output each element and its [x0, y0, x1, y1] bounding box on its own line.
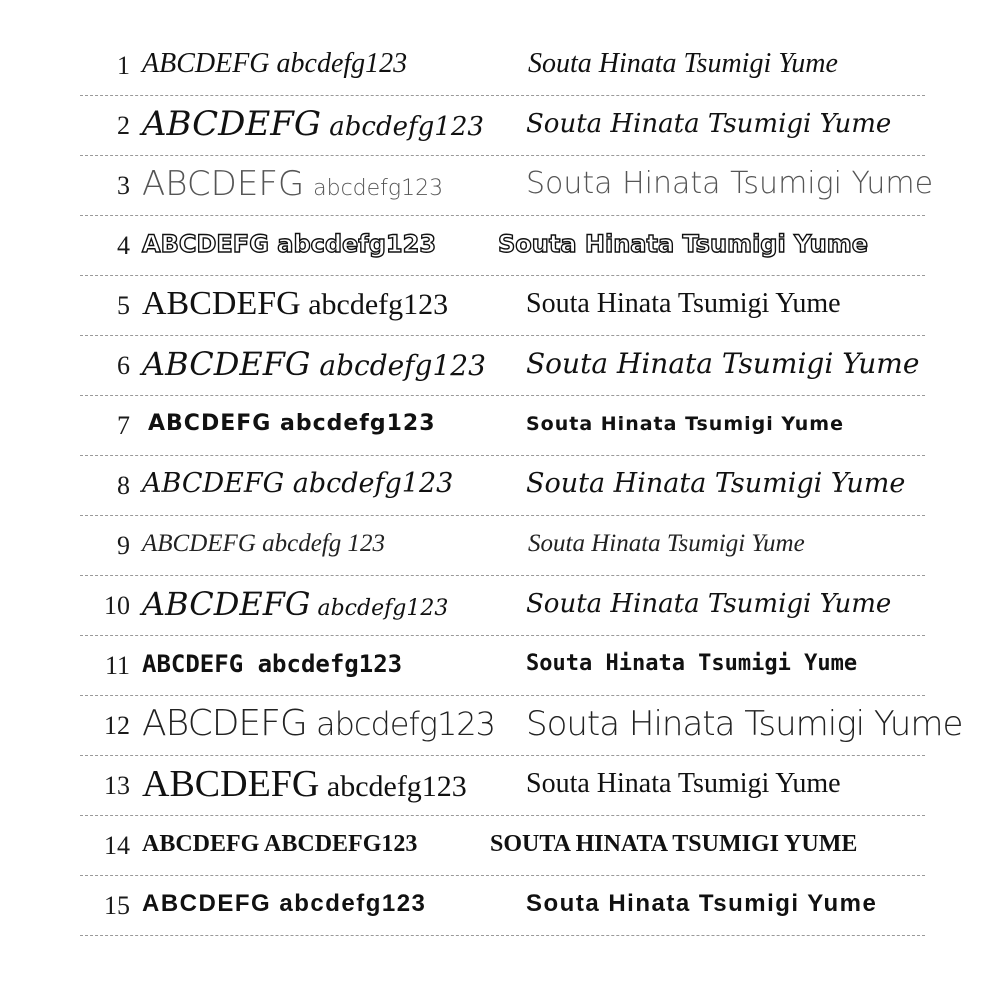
- row-number: 3: [117, 171, 130, 200]
- font-row: [80, 216, 925, 276]
- font-row: [80, 576, 925, 636]
- alphabet-sample: [142, 44, 407, 84]
- lowercase-digits-sample: abcdefg123: [315, 705, 496, 743]
- lowercase-digits-sample: abcdefg123: [292, 468, 454, 499]
- lowercase-digits-sample: abcdefg123: [326, 770, 467, 803]
- uppercase-sample: ABCDEFG: [142, 230, 269, 258]
- lowercase-digits-sample: abcdefg 123: [262, 530, 386, 557]
- font-row: [80, 876, 925, 936]
- names-sample: Souta Hinata Tsumigi Yume: [526, 109, 892, 139]
- row-number: 5: [117, 291, 130, 320]
- lowercase-digits-sample: abcdefg123: [329, 112, 484, 142]
- alphabet-sample: [148, 404, 436, 444]
- names-sample: Souta Hinata Tsumigi Yume: [498, 230, 869, 258]
- names-sample: SOUTA HINATA TSUMIGI YUME: [490, 831, 858, 857]
- lowercase-digits-sample: abcdefg123: [313, 176, 444, 201]
- lowercase-digits-sample: abcdefg123: [308, 288, 449, 321]
- row-number: 10: [104, 591, 130, 620]
- row-number: 11: [104, 651, 130, 680]
- lowercase-digits-sample: abcdefg123: [276, 48, 408, 79]
- row-number: 4: [117, 231, 130, 260]
- uppercase-sample: ABCDEFG: [142, 890, 272, 917]
- names-sample: Souta Hinata Tsumigi Yume: [526, 704, 963, 744]
- row-number: 6: [117, 351, 130, 380]
- row-number: 9: [117, 531, 130, 560]
- font-row: [80, 816, 925, 876]
- alphabet-sample: [142, 644, 402, 684]
- names-sample: Souta Hinata Tsumigi Yume: [526, 468, 906, 499]
- alphabet-sample: [142, 164, 443, 209]
- uppercase-sample: ABCDEFG: [142, 164, 305, 204]
- names-sample: Souta Hinata Tsumigi Yume: [528, 530, 805, 557]
- font-row: [80, 696, 963, 756]
- lowercase-digits-sample: abcdefg123: [277, 230, 437, 258]
- font-row: [80, 96, 925, 156]
- font-row: [80, 396, 925, 456]
- lowercase-digits-sample: abcdefg123: [317, 596, 449, 621]
- alphabet-sample: [142, 284, 448, 325]
- uppercase-sample: ABCDEFG: [142, 345, 311, 383]
- alphabet-sample: [142, 224, 436, 264]
- font-sample-list: [80, 36, 963, 936]
- names-sample: Souta Hinata Tsumigi Yume: [526, 768, 841, 799]
- lowercase-digits-sample: ABCDEFG123: [264, 831, 418, 857]
- uppercase-sample: ABCDEFG: [142, 530, 256, 557]
- font-row: [80, 156, 934, 216]
- uppercase-sample: ABCDEFG: [142, 831, 260, 857]
- uppercase-sample: ABCDEFG: [142, 285, 301, 322]
- lowercase-digits-sample: abcdefg123: [279, 890, 427, 917]
- lowercase-digits-sample: abcdefg123: [257, 650, 403, 678]
- row-number: 1: [117, 51, 130, 80]
- uppercase-sample: ABCDEFG: [142, 104, 322, 144]
- names-sample: Souta Hinata Tsumigi Yume: [526, 651, 858, 676]
- alphabet-sample: [142, 524, 385, 564]
- alphabet-sample: [142, 764, 467, 807]
- names-sample: Souta Hinata Tsumigi Yume: [528, 48, 838, 79]
- uppercase-sample: ABCDEFG: [142, 48, 270, 79]
- uppercase-sample: ABCDEFG: [142, 703, 307, 744]
- alphabet-sample: [142, 104, 484, 147]
- row-number: 8: [117, 471, 130, 500]
- alphabet-sample: [142, 884, 426, 924]
- row-number: 2: [117, 111, 130, 140]
- alphabet-sample: [142, 704, 495, 744]
- font-row: [80, 456, 925, 516]
- font-row: [80, 756, 925, 816]
- font-row: [80, 636, 925, 696]
- names-sample: Souta Hinata Tsumigi Yume: [526, 347, 920, 380]
- row-number: 14: [104, 831, 130, 860]
- names-sample: Souta Hinata Tsumigi Yume: [526, 890, 878, 917]
- row-number: 13: [104, 771, 130, 800]
- lowercase-digits-sample: abcdefg123: [319, 349, 486, 382]
- uppercase-sample: ABCDEFG: [142, 468, 285, 499]
- row-number: 15: [104, 891, 130, 920]
- lowercase-digits-sample: abcdefg123: [280, 411, 436, 436]
- row-number: 7: [117, 411, 130, 440]
- font-row: [80, 36, 925, 96]
- font-row: [80, 336, 925, 396]
- names-sample: Souta Hinata Tsumigi Yume: [526, 288, 841, 319]
- uppercase-sample: ABCDEFG: [142, 585, 311, 623]
- alphabet-sample: [142, 464, 453, 504]
- font-row: [80, 276, 925, 336]
- names-sample: Souta Hinata Tsumigi Yume: [526, 589, 892, 619]
- row-number: 12: [104, 711, 130, 740]
- alphabet-sample: [142, 344, 486, 386]
- font-row: [80, 516, 925, 576]
- alphabet-sample: [142, 824, 417, 864]
- uppercase-sample: ABCDEFG: [142, 650, 244, 678]
- uppercase-sample: ABCDEFG: [148, 411, 272, 436]
- names-sample: Souta Hinata Tsumigi Yume: [526, 413, 844, 435]
- alphabet-sample: [142, 584, 448, 629]
- names-sample: Souta Hinata Tsumigi Yume: [526, 166, 934, 201]
- uppercase-sample: ABCDEFG: [142, 763, 320, 805]
